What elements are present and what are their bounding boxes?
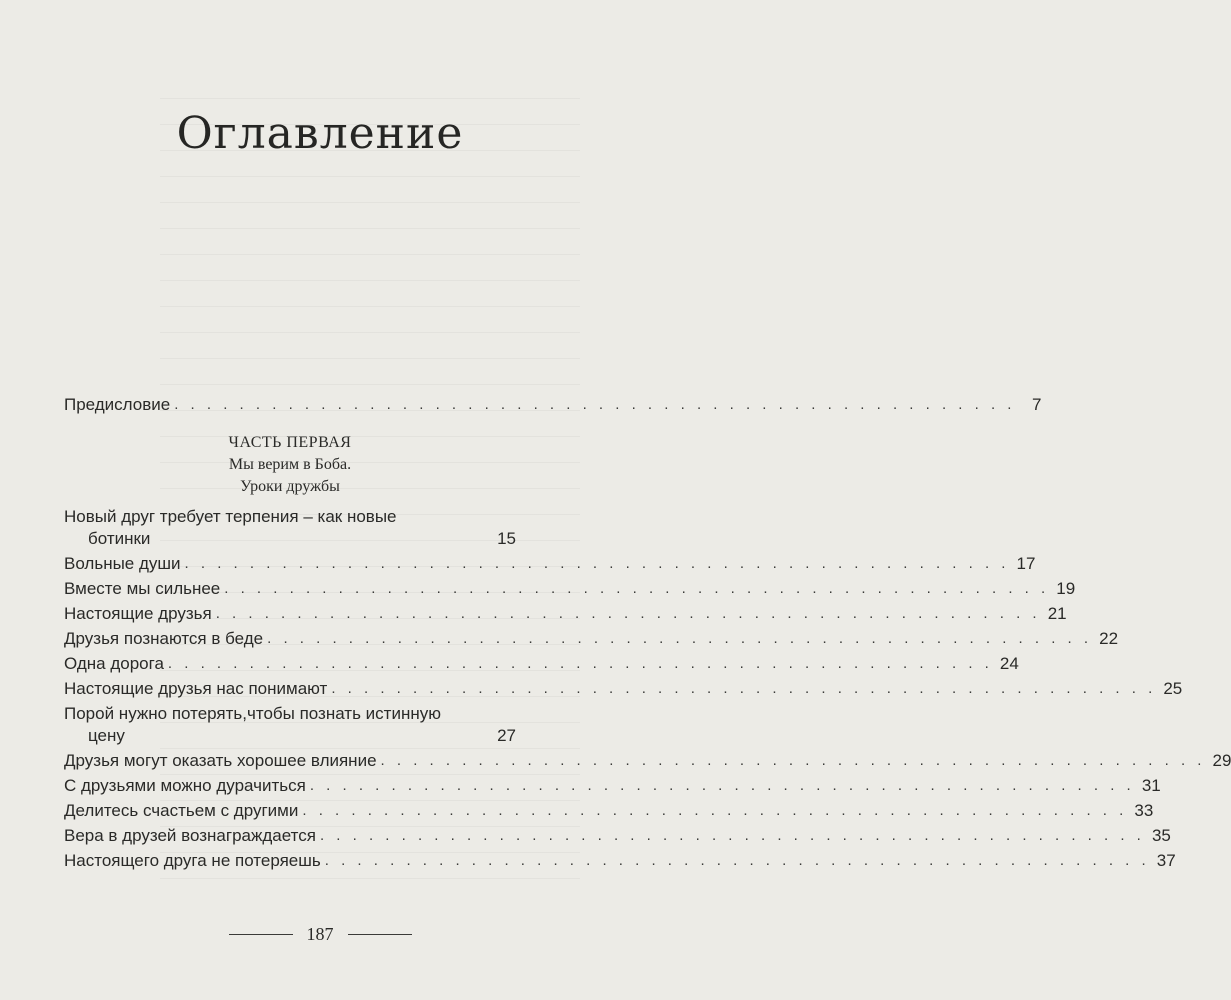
toc-entry[interactable]: [64, 825, 1171, 847]
toc-entry-label: Настоящие друзья нас понимают: [64, 679, 328, 698]
toc-entry-label: Порой нужно потерять,чтобы познать истинную: [64, 704, 441, 723]
toc-entry[interactable]: [64, 800, 1154, 822]
dot-leader: . . . . . . . . . . . . . . . . . . . . . . . . . . . . . . . . . . . . . . . . . . . . . . . . . . .: [267, 630, 1093, 647]
footer-rule-right: [348, 934, 412, 935]
part-heading-block: [64, 432, 516, 498]
dot-leader: . . . . . . . . . . . . . . . . . . . . . . . . . . . . . . . . . . . . . . . . . . . . . . . . . . .: [184, 555, 1010, 572]
dot-leader: . . . . . . . . . . . . . . . . . . . . . . . . . . . . . . . . . . . . . . . . . . . . . . . . . . .: [324, 852, 1150, 869]
toc-entry-continuation: [64, 528, 516, 550]
toc-page-number: 15: [497, 529, 516, 548]
toc-entry-label: С друзьями можно дурачиться: [64, 776, 306, 795]
toc-entry-label: Делитесь счастьем с другими: [64, 801, 299, 820]
toc-page-number: 7: [1032, 395, 1042, 414]
part-subtitle: Мы верим в Боба.: [228, 456, 352, 473]
toc-entry-continuation: [64, 725, 516, 747]
toc-entry-label: Вместе мы сильнее: [64, 579, 221, 598]
toc-entry[interactable]: [64, 578, 1076, 600]
toc-entry[interactable]: [64, 850, 1176, 872]
toc-entry-label: Настоящего друга не потеряешь: [64, 851, 321, 870]
toc-page-number: 22: [1099, 629, 1119, 648]
toc-entry[interactable]: [64, 750, 1231, 772]
toc-entry-label: Новый друг требует терпения – как новые: [64, 507, 397, 526]
dot-leader: . . . . . . . . . . . . . . . . . . . . . . . . . . . . . . . . . . . . . . . . . . . . . . . . . . .: [331, 680, 1157, 697]
toc-page-number: 25: [1163, 679, 1183, 698]
toc-entry-label: Друзья познаются в беде: [64, 629, 264, 648]
toc-entry[interactable]: [64, 775, 1161, 797]
toc-entry[interactable]: [64, 603, 1067, 625]
toc-page-number: 33: [1134, 801, 1154, 820]
toc-entry[interactable]: [64, 678, 1183, 700]
toc-entry-label: Настоящие друзья: [64, 604, 212, 623]
toc-page-number: 21: [1047, 604, 1067, 623]
table-of-contents: [64, 394, 1231, 875]
dot-leader: . . . . . . . . . . . . . . . . . . . . . . . . . . . . . . . . . . . . . . . . . . . . . . . . . . .: [167, 655, 993, 672]
toc-page-number: 29: [1212, 751, 1231, 770]
toc-page-number: 35: [1151, 826, 1171, 845]
toc-entry-label-continued: цену: [88, 726, 125, 745]
toc-page-number: 17: [1016, 554, 1036, 573]
dot-leader: . . . . . . . . . . . . . . . . . . . . . . . . . . . . . . . . . . . . . . . . . . . . . . . . . . .: [215, 605, 1041, 622]
part-heading: ЧАСТЬ ПЕРВАЯ: [228, 434, 352, 451]
toc-page-number: 31: [1141, 776, 1161, 795]
toc-entry-label-continued: ботинки: [88, 529, 151, 548]
toc-page-number: 27: [497, 726, 516, 745]
toc-entry[interactable]: [64, 506, 516, 550]
toc-entry-preface[interactable]: [64, 394, 1042, 416]
toc-entry-label: Друзья могут оказать хорошее влияние: [64, 751, 377, 770]
toc-page-number: 37: [1156, 851, 1176, 870]
toc-page-number: 24: [999, 654, 1019, 673]
footer-rule-left: [229, 934, 293, 935]
toc-entry[interactable]: [64, 628, 1119, 650]
toc-entry[interactable]: [64, 653, 1019, 675]
dot-leader: . . . . . . . . . . . . . . . . . . . . . . . . . . . . . . . . . . . . . . . . . . . . . . . . . . .: [319, 827, 1145, 844]
toc-entry[interactable]: [64, 703, 516, 747]
dot-leader: . . . . . . . . . . . . . . . . . . . . . . . . . . . . . . . . . . . . . . . . . . . . . . . . . . . .: [174, 396, 1016, 413]
toc-page-number: 19: [1056, 579, 1076, 598]
toc-entry-label: Одна дорога: [64, 654, 164, 673]
toc-entry[interactable]: [64, 553, 1036, 575]
dot-leader: . . . . . . . . . . . . . . . . . . . . . . . . . . . . . . . . . . . . . . . . . . . . . . . . . . .: [380, 752, 1206, 769]
page-number: 187: [306, 924, 334, 944]
toc-entry-label: Предисловие: [64, 395, 171, 414]
section-title: Уроки дружбы: [240, 478, 340, 495]
chapter-list: [64, 506, 1231, 872]
page-title: Оглавление: [176, 108, 464, 159]
toc-entry-label: Вольные души: [64, 554, 181, 573]
dot-leader: . . . . . . . . . . . . . . . . . . . . . . . . . . . . . . . . . . . . . . . . . . . . . . . . . . .: [302, 802, 1128, 819]
toc-entry-label: Вера в друзей вознаграждается: [64, 826, 316, 845]
page-footer: [0, 924, 640, 945]
dot-leader: . . . . . . . . . . . . . . . . . . . . . . . . . . . . . . . . . . . . . . . . . . . . . . . . . . .: [224, 580, 1050, 597]
dot-leader: . . . . . . . . . . . . . . . . . . . . . . . . . . . . . . . . . . . . . . . . . . . . . . . . . . .: [309, 777, 1135, 794]
